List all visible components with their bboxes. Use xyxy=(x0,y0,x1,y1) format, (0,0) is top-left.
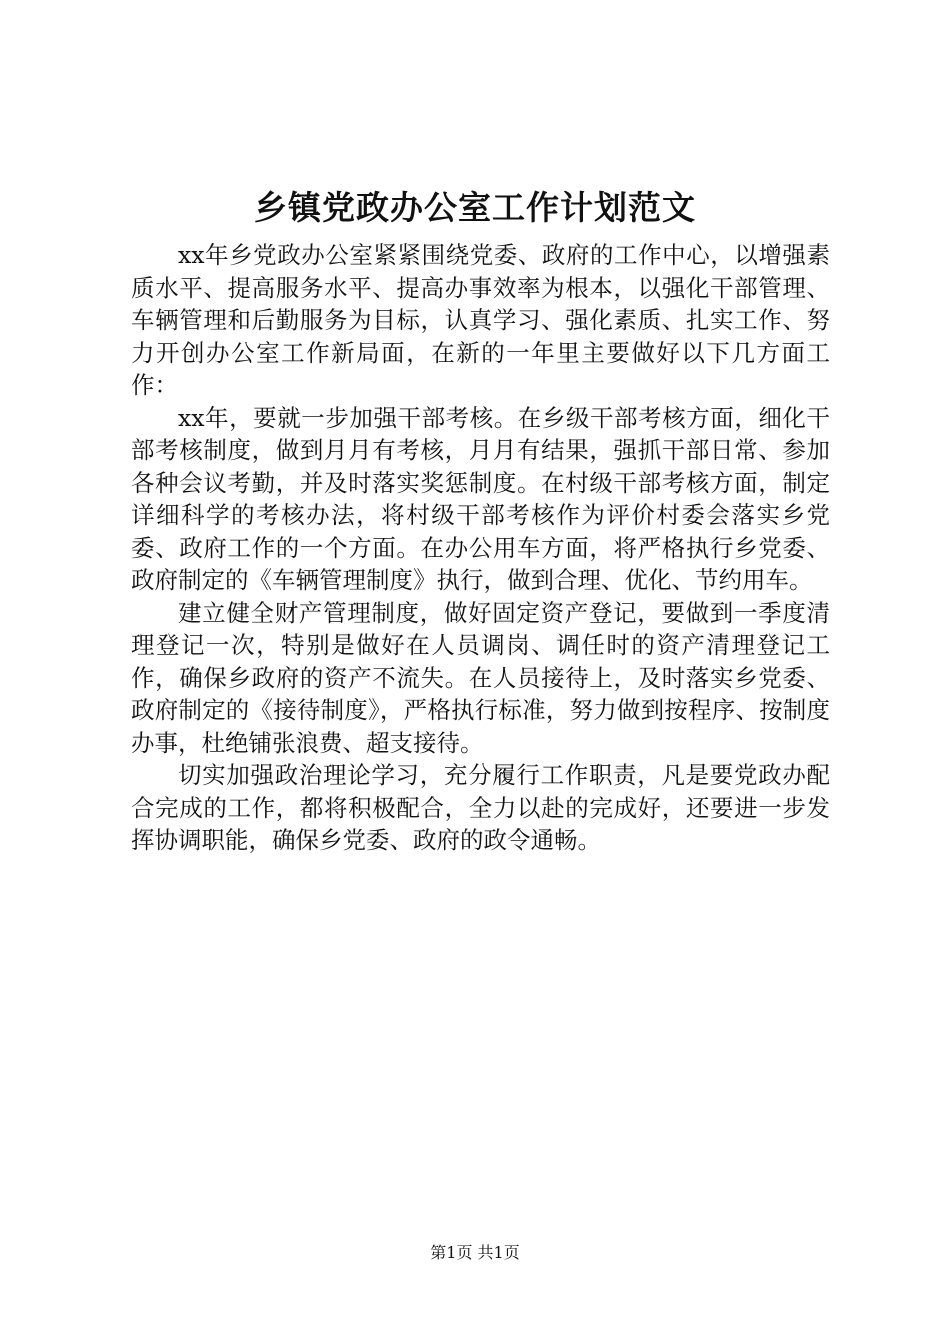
paragraph-political-study: 切实加强政治理论学习，充分履行工作职责，凡是要党政办配合完成的工作，都将积极配合，全力以赴的完成好，还要进一步发挥协调职能，确保乡党委、政府的政令通畅。 xyxy=(131,761,830,854)
page-footer: 第1页 共1页 xyxy=(430,1243,520,1262)
paragraph-property-management: 建立健全财产管理制度，做好固定资产登记，要做到一季度清理登记一次，特别是做好在人员调岗、调任时的资产清理登记工作，确保乡政府的资产不流失。在人员接待上，及时落实乡党委、政府制定的《接待制度》，严格执行标准，努力做到按程序、按制度办事，杜绝铺张浪费、超支接待。 xyxy=(131,598,830,757)
document-body xyxy=(131,239,830,857)
paragraph-intro: xx年乡党政办公室紧紧围绕党委、政府的工作中心，以增强素质水平、提高服务水平、提高办事效率为根本，以强化干部管理、车辆管理和后勤服务为目标，认真学习、强化素质、扎实工作、努力开创办公室工作新局面，在新的一年里主要做好以下几方面工作： xyxy=(131,241,830,399)
document-title: 乡镇党政办公室工作计划范文 xyxy=(254,188,696,227)
paragraph-cadre-assessment: xx年，要就一步加强干部考核。在乡级干部考核方面，细化干部考核制度，做到月月有考核，月月有结果，强抓干部日常、参加各种会议考勤，并及时落实奖惩制度。在村级干部考核方面，制定详细科学的考核办法，将村级干部考核作为评价村委会落实乡党委、政府工作的一个方面。在办公用车方面，将严格执行乡党委、政府制定的《车辆管理制度》执行，做到合理、优化、节约用车。 xyxy=(131,403,830,594)
